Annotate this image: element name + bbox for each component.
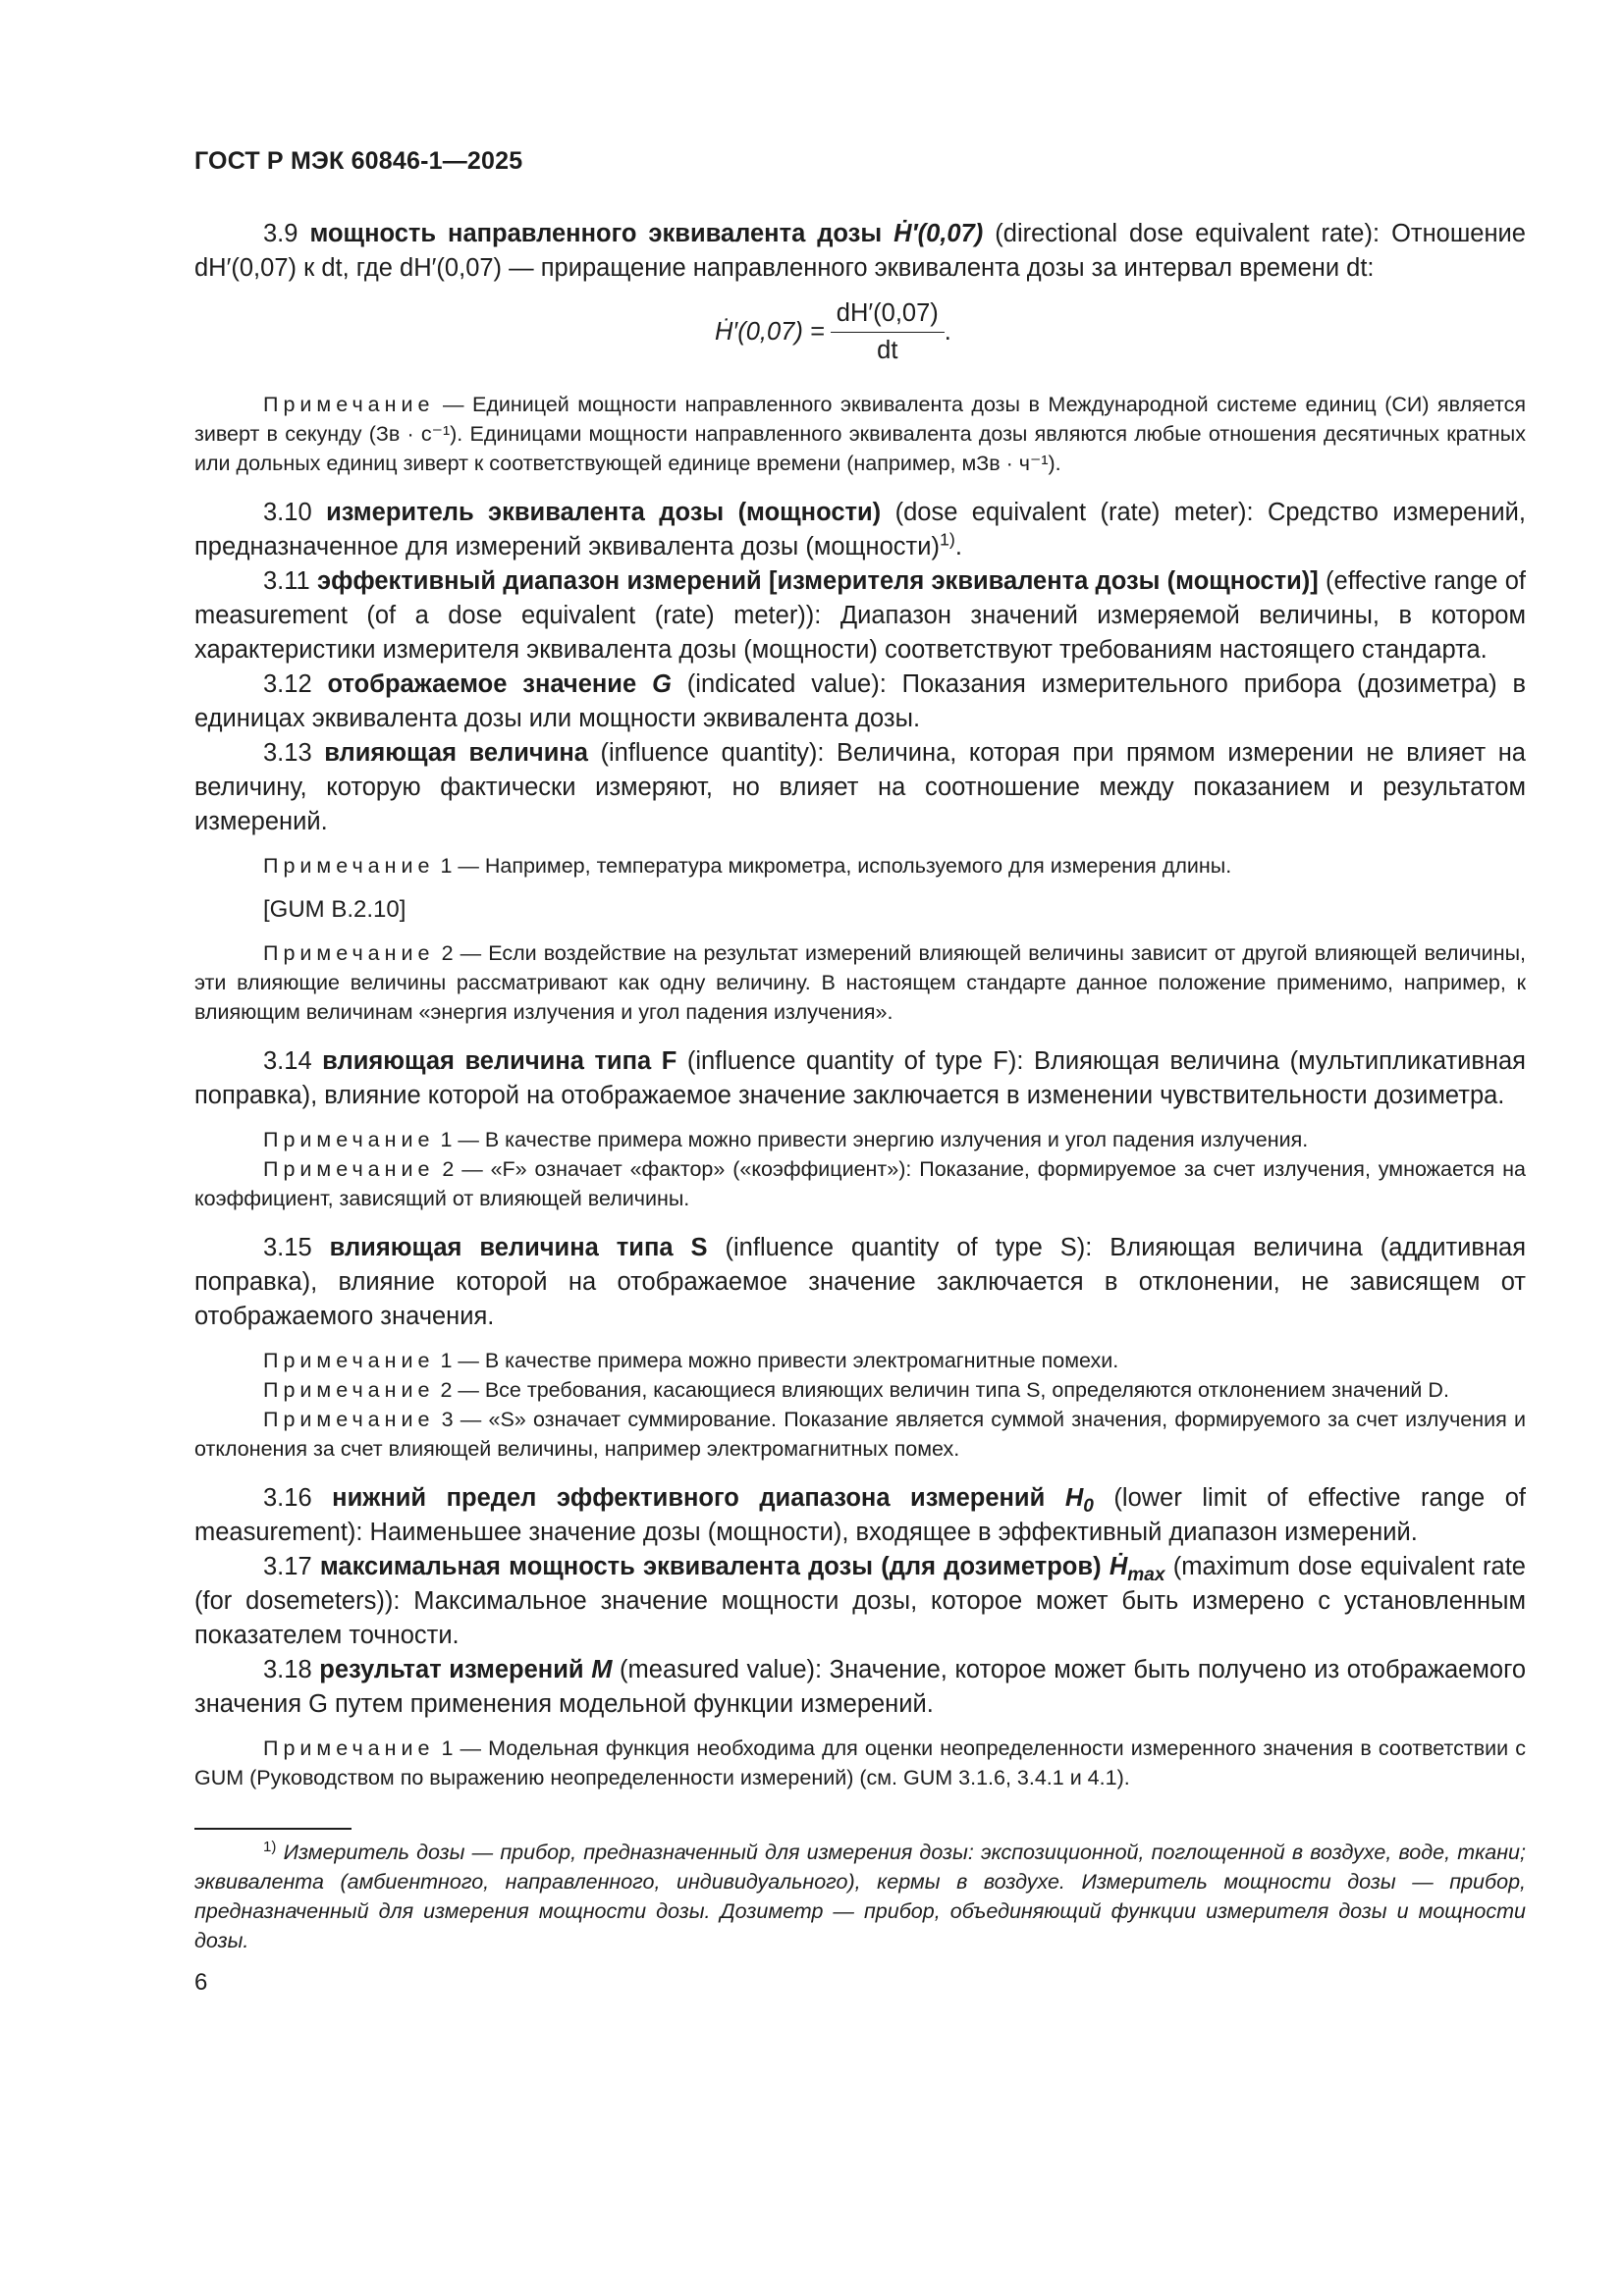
definition-text: (lower limit of effective range of measurement): Наименьшее значение дозы (мощности), входящее в эффективный диапазон измерений.: [194, 1484, 1527, 1546]
note-label: Примечание: [263, 1378, 435, 1402]
note-text: 2 — Если воздействие на результат измерений влияющей величины зависит от другой влияющей величины, эти влияющие величины рассматривают как одну величину. В настоящем стандарте данное положение применимо, например, к влияющим величинам «энергия излучения и угол падения излучения».: [194, 941, 1526, 1024]
definition-3-12: [194, 667, 1526, 736]
term: нижний предел эффективного диапазона измерений: [332, 1484, 1046, 1512]
note-text: 2 — «F» означает «фактор» («коэффициент»): Показание, формируемое за счет излучения, умножается на коэффициент, зависящий от влияющей величины.: [194, 1157, 1526, 1210]
definition-text: (influence quantity of type S): Влияющая величина (аддитивная поправка), влияние которой на отображаемое значение заключается в отклонении, не зависящем от отображаемого значения.: [194, 1234, 1527, 1330]
term: влияющая величина типа F: [322, 1047, 677, 1075]
document-header: ГОСТ Р МЭК 60846-1—2025: [194, 147, 523, 175]
note-label: Примечание: [263, 941, 435, 965]
note-label: Примечание: [263, 393, 435, 416]
note-3-15-1: [194, 1346, 1526, 1375]
term-symbol: Ḣ′(0,07): [893, 220, 984, 247]
term: измеритель эквивалента дозы (мощности): [326, 499, 882, 526]
term-symbol: G: [652, 670, 672, 698]
note-text: 1 — В качестве примера можно привести энергию излучения и угол падения излучения.: [440, 1128, 1309, 1151]
clause-number: 3.18: [263, 1656, 312, 1683]
clause-number: 3.10: [263, 499, 312, 526]
note-text: — Единицей мощности направленного эквивалента дозы в Международной системе единиц (СИ) является зиверт в секунду (Зв · с⁻¹). Единицами мощности направленного эквивалента дозы являются любые отношения десятичных кратных или дольных единиц зиверт к соответствующей единице времени (например, мЗв · ч⁻¹).: [194, 393, 1526, 475]
clause-number: 3.17: [263, 1553, 312, 1580]
note-label: Примечание: [263, 1736, 435, 1760]
note-3-13-2: [194, 938, 1526, 1027]
period: .: [954, 533, 962, 561]
definition-text: (measured value): Значение, которое может быть получено из отображаемого значения G путем применения модельной функции измерений.: [194, 1656, 1526, 1718]
definition-text: (dose equivalent (rate) meter): Средство измерений, предназначенное для измерений эквивалента дозы (мощности): [194, 499, 1527, 561]
footnote-mark: 1): [263, 1838, 277, 1855]
note-3-14-1: [194, 1125, 1526, 1154]
symbol-subscript: max: [1127, 1565, 1165, 1586]
symbol-base: H: [1064, 1484, 1084, 1512]
page-number: 6: [194, 1969, 208, 1996]
formula-numerator: dH′(0,07): [831, 299, 945, 333]
term: отображаемое значение: [327, 670, 637, 698]
definition-3-9: [194, 217, 1526, 286]
clause-number: 3.12: [263, 670, 312, 698]
term: эффективный диапазон измерений [измерителя эквивалента дозы (мощности)]: [317, 567, 1319, 595]
definition-3-17: [194, 1550, 1526, 1653]
definition-text: (maximum dose equivalent rate (for dosemeters)): Максимальное значение мощности дозы, которое может быть измерено с установленным показателем точности.: [194, 1553, 1526, 1649]
formula-lhs: Ḣ′(0,07) =: [715, 318, 825, 346]
definition-text: (effective range of measurement (of a dose equivalent (rate) meter)): Диапазон значений измеряемой величины, в котором характеристики измерителя эквивалента дозы (мощности) соответствуют требованиям настоящего стандарта.: [194, 567, 1526, 664]
definition-3-18: [194, 1653, 1526, 1722]
footnote-text: Измеритель дозы — прибор, предназначенный для измерения дозы: экспозиционной, поглощенной в воздухе, воде, ткани; эквивалента (амбиентного, направленного, индивидуального), кермы в воздухе. Измеритель мощности дозы — прибор, предназначенный для измерения мощности дозы. Дозиметр — прибор, объединяющий функции измерителя дозы и мощности дозы.: [194, 1841, 1526, 1952]
symbol-base: Ḣ: [1109, 1553, 1128, 1580]
definition-3-11: [194, 564, 1526, 667]
reference-gum: [GUM B.2.10]: [263, 896, 406, 923]
formula-fraction: [831, 299, 945, 365]
term: результат измерений: [319, 1656, 584, 1683]
definition-text: (influence quantity of type F): Влияющая величина (мультипликативная поправка), влияние которой на отображаемое значение заключается в изменении чувствительности дозиметра.: [194, 1047, 1526, 1109]
footnote-rule: [194, 1828, 352, 1830]
clause-number: 3.11: [263, 567, 310, 595]
definition-3-13: [194, 736, 1526, 839]
note-label: Примечание: [263, 1349, 435, 1372]
definition-3-15: [194, 1231, 1526, 1334]
term: влияющая величина: [324, 739, 588, 767]
note-3-15-3: [194, 1405, 1526, 1464]
note-label: Примечание: [263, 1157, 435, 1181]
formula-3-9: [194, 290, 1526, 388]
term-symbol: M: [591, 1656, 613, 1683]
footnote-1: [194, 1838, 1526, 1955]
note-3-9: [194, 390, 1526, 478]
note-3-13-1: [194, 851, 1526, 881]
note-label: Примечание: [263, 1408, 435, 1431]
note-text: 2 — Все требования, касающиеся влияющих величин типа S, определяются отклонением значений D.: [440, 1378, 1449, 1402]
note-3-14-2: [194, 1154, 1526, 1213]
definition-3-16: [194, 1481, 1526, 1550]
term-symbol: [1064, 1484, 1094, 1518]
term-symbol: [1109, 1553, 1165, 1586]
clause-number: 3.15: [263, 1234, 312, 1261]
definition-text: (influence quantity): Величина, которая при прямом измерении не влияет на величину, которую фактически измеряют, но влияет на соотношение между показанием и результатом измерений.: [194, 739, 1526, 835]
clause-number: 3.13: [263, 739, 312, 767]
note-text: 1 — Модельная функция необходима для оценки неопределенности измеренного значения в соответствии с GUM (Руководством по выражению неопределенности измерений) (см. GUM 3.1.6, 3.4.1 и 4.1).: [194, 1736, 1526, 1789]
formula-end: .: [944, 318, 951, 346]
definition-text: Отношение dH′(0,07) к dt, где dH′(0,07) — приращение направленного эквивалента дозы за интервал времени dt:: [194, 220, 1526, 282]
note-text: 3 — «S» означает суммирование. Показание является суммой значения, формируемого за счет излучения и отклонения за счет влияющей величины, например электромагнитных помех.: [194, 1408, 1526, 1461]
note-label: Примечание: [263, 854, 435, 878]
footnote-ref[interactable]: 1): [939, 529, 955, 550]
note-text: 1 — В качестве примера можно привести электромагнитные помехи.: [440, 1349, 1119, 1372]
note-text: 1 — Например, температура микрометра, используемого для измерения длины.: [440, 854, 1232, 878]
note-3-18-1: [194, 1734, 1526, 1792]
definition-text: (indicated value): Показания измерительного прибора (дозиметра) в единицах эквивалента дозы или мощности эквивалента дозы.: [194, 670, 1527, 732]
definition-3-14: [194, 1044, 1526, 1113]
symbol-subscript: 0: [1083, 1496, 1094, 1518]
term: мощность направленного эквивалента дозы: [309, 220, 883, 247]
definition-3-10: [194, 496, 1526, 564]
term: максимальная мощность эквивалента дозы (для дозиметров): [319, 1553, 1102, 1580]
note-label: Примечание: [263, 1128, 435, 1151]
term-english: (directional dose equivalent rate):: [995, 220, 1380, 247]
clause-number: 3.9: [263, 220, 298, 247]
clause-number: 3.14: [263, 1047, 312, 1075]
note-3-15-2: [194, 1375, 1526, 1405]
term: влияющая величина типа S: [329, 1234, 708, 1261]
clause-number: 3.16: [263, 1484, 312, 1512]
formula-denominator: dt: [877, 337, 898, 364]
